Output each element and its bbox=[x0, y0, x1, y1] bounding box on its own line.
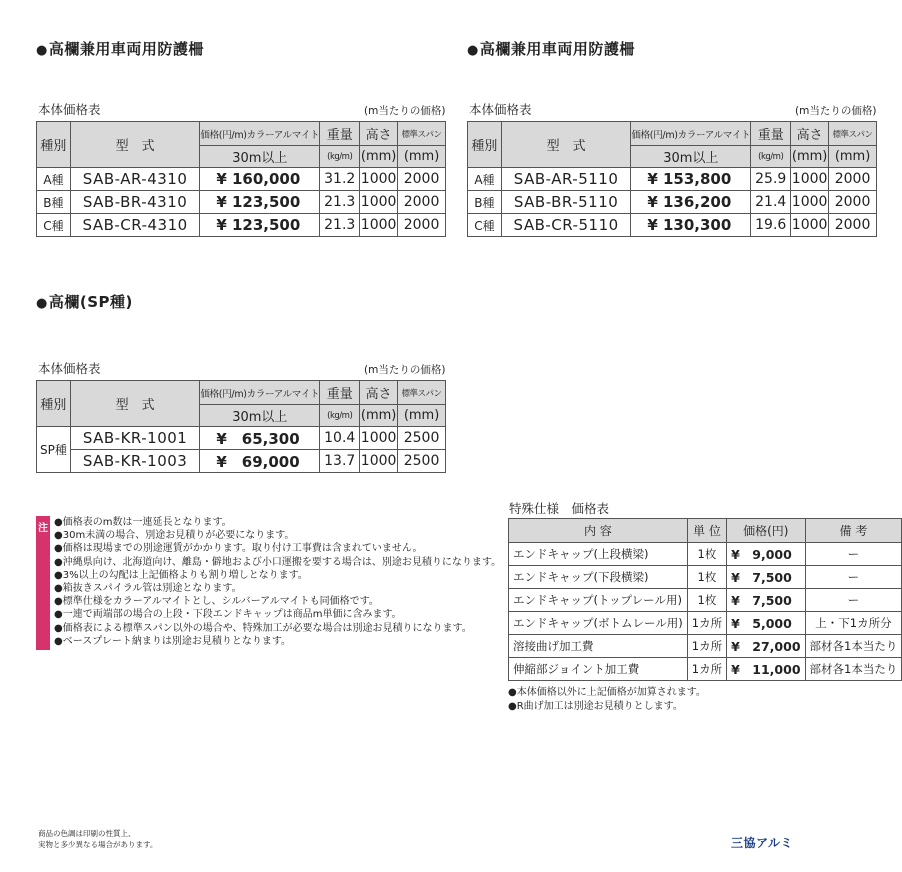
header-height-unit: (mm) bbox=[360, 405, 398, 427]
header-weight: 重量 bbox=[320, 122, 360, 146]
special-notes bbox=[508, 686, 706, 713]
notes-label: 注 bbox=[36, 516, 50, 650]
note-item: ●一連で両端部の場合の上段・下段エンドキャップは商品m単価に含みます。 bbox=[54, 609, 402, 621]
cell-unit: 1枚 bbox=[687, 589, 726, 612]
note-item: ●3%以上の勾配は上記価格よりも割り増しとなります。 bbox=[54, 569, 308, 581]
cell-unit: 1カ所 bbox=[687, 658, 726, 681]
cell-price: ¥ 65,300 bbox=[200, 427, 320, 450]
cell-price: ¥ 160,000 bbox=[200, 168, 320, 191]
cell-height: 1000 bbox=[791, 214, 829, 237]
note-item: ●価格は現場までの別途運賃がかかります。取り付け工事費は含まれていません。 bbox=[54, 543, 423, 555]
cell-model: SAB-AR-5110 bbox=[501, 168, 630, 191]
cell-content: エンドキャップ(トップレール用) bbox=[509, 589, 688, 612]
cell-height: 1000 bbox=[360, 168, 398, 191]
footer-note bbox=[38, 828, 157, 850]
cell-model: SAB-KR-1001 bbox=[70, 427, 199, 450]
cell-price: ¥ 11,000 bbox=[727, 658, 805, 681]
header-kind: 種別 bbox=[468, 122, 502, 168]
cell-remark: ー bbox=[805, 566, 902, 589]
note-item: ●沖縄県向け、北海道向け、離島・僻地および小口運搬を要する場合は、別途お見積りになります。 bbox=[54, 556, 502, 568]
section-c-price-table bbox=[36, 380, 446, 473]
cell-model: SAB-CR-4310 bbox=[70, 214, 199, 237]
cell-weight: 10.4 bbox=[320, 427, 360, 450]
header-span: 標準スパン bbox=[829, 122, 877, 146]
cell-remark: 部材各1本当たり bbox=[805, 658, 902, 681]
cell-span: 2000 bbox=[398, 214, 446, 237]
cell-model: SAB-BR-5110 bbox=[501, 191, 630, 214]
header-height-unit: (mm) bbox=[791, 146, 829, 168]
section-a-price-table bbox=[36, 121, 446, 237]
cell-span: 2000 bbox=[398, 168, 446, 191]
table-row bbox=[37, 427, 446, 450]
cell-model: SAB-AR-4310 bbox=[70, 168, 199, 191]
header-price: 価格(円/m)カラーアルマイト bbox=[631, 122, 751, 146]
header-height-unit: (mm) bbox=[360, 146, 398, 168]
cell-price: ¥ 69,000 bbox=[200, 450, 320, 473]
cell-span: 2000 bbox=[829, 191, 877, 214]
table-row bbox=[468, 168, 877, 191]
section-b-heading: ●高欄兼用車両用防護柵 bbox=[467, 40, 635, 58]
header-weight-unit: (kg/m) bbox=[751, 146, 791, 168]
cell-content: エンドキャップ(上段横梁) bbox=[509, 543, 688, 566]
notes-list bbox=[54, 516, 501, 648]
footer-note-line: 商品の色調は印刷の性質上、 bbox=[38, 829, 136, 838]
cell-remark: ー bbox=[805, 589, 902, 612]
header-weight: 重量 bbox=[751, 122, 791, 146]
cell-price: ¥ 153,800 bbox=[631, 168, 751, 191]
header-unit: 単 位 bbox=[687, 519, 726, 543]
header-weight: 重量 bbox=[320, 381, 360, 405]
cell-weight: 31.2 bbox=[320, 168, 360, 191]
header-weight-unit: (kg/m) bbox=[320, 405, 360, 427]
cell-span: 2000 bbox=[829, 214, 877, 237]
table-row bbox=[37, 191, 446, 214]
cell-remark: ー bbox=[805, 543, 902, 566]
cell-kind: A種 bbox=[468, 168, 502, 191]
cell-unit: 1カ所 bbox=[687, 635, 726, 658]
cell-price: ¥ 136,200 bbox=[631, 191, 751, 214]
note-item: ●価格表による標準スパン以外の場合や、特殊加工が必要な場合は別途お見積りになります。 bbox=[54, 622, 472, 634]
cell-remark: 上・下1カ所分 bbox=[805, 612, 902, 635]
cell-kind: C種 bbox=[468, 214, 502, 237]
note-item: ●箱抜きスパイラル管は別途となります。 bbox=[54, 583, 242, 595]
cell-model: SAB-KR-1003 bbox=[70, 450, 199, 473]
cell-weight: 21.4 bbox=[751, 191, 791, 214]
cell-weight: 21.3 bbox=[320, 191, 360, 214]
section-a-unit-note: (m当たりの価格) bbox=[364, 105, 446, 117]
cell-span: 2500 bbox=[398, 450, 446, 473]
cell-kind: B種 bbox=[468, 191, 502, 214]
cell-span: 2000 bbox=[398, 191, 446, 214]
note-item: ●R曲げ加工は別途お見積りとします。 bbox=[508, 700, 683, 712]
cell-model: SAB-CR-5110 bbox=[501, 214, 630, 237]
cell-content: 溶接曲げ加工費 bbox=[509, 635, 688, 658]
footer-note-line: 実物と多少異なる場合があります。 bbox=[38, 840, 158, 849]
header-span-unit: (mm) bbox=[829, 146, 877, 168]
cell-span: 2500 bbox=[398, 427, 446, 450]
note-item: ●標準仕様をカラーアルマイトとし、シルバーアルマイトも同価格です。 bbox=[54, 596, 379, 608]
cell-price: ¥ 7,500 bbox=[727, 566, 805, 589]
header-model: 型 式 bbox=[501, 122, 630, 168]
section-b-subtitle: 本体価格表 bbox=[469, 102, 532, 117]
section-c-subtitle: 本体価格表 bbox=[38, 361, 101, 376]
header-span-unit: (mm) bbox=[398, 146, 446, 168]
header-height: 高さ bbox=[360, 122, 398, 146]
header-remark: 備 考 bbox=[805, 519, 902, 543]
table-row bbox=[509, 566, 902, 589]
cell-kind: B種 bbox=[37, 191, 71, 214]
cell-weight: 19.6 bbox=[751, 214, 791, 237]
section-b-price-table bbox=[467, 121, 877, 237]
table-row bbox=[509, 589, 902, 612]
header-price-sub: 30m以上 bbox=[200, 146, 320, 168]
cell-kind: C種 bbox=[37, 214, 71, 237]
table-row bbox=[468, 191, 877, 214]
header-model: 型 式 bbox=[70, 381, 199, 427]
special-title: 特殊仕様 価格表 bbox=[509, 501, 610, 516]
cell-weight: 21.3 bbox=[320, 214, 360, 237]
cell-content: エンドキャップ(ボトムレール用) bbox=[509, 612, 688, 635]
section-a-subtitle: 本体価格表 bbox=[38, 102, 101, 117]
cell-remark: 部材各1本当たり bbox=[805, 635, 902, 658]
cell-content: 伸縮部ジョイント加工費 bbox=[509, 658, 688, 681]
table-row bbox=[37, 168, 446, 191]
cell-model: SAB-BR-4310 bbox=[70, 191, 199, 214]
cell-kind: SP種 bbox=[37, 427, 71, 473]
table-row bbox=[509, 543, 902, 566]
header-span-unit: (mm) bbox=[398, 405, 446, 427]
section-c-unit-note: (m当たりの価格) bbox=[364, 364, 446, 376]
cell-price: ¥ 130,300 bbox=[631, 214, 751, 237]
cell-unit: 1枚 bbox=[687, 543, 726, 566]
cell-unit: 1カ所 bbox=[687, 612, 726, 635]
cell-height: 1000 bbox=[360, 214, 398, 237]
header-price: 価格(円) bbox=[727, 519, 805, 543]
cell-price: ¥ 123,500 bbox=[200, 214, 320, 237]
cell-height: 1000 bbox=[791, 168, 829, 191]
special-price-table bbox=[508, 518, 902, 681]
table-row bbox=[37, 214, 446, 237]
section-b-unit-note: (m当たりの価格) bbox=[795, 105, 877, 117]
table-row bbox=[509, 658, 902, 681]
cell-height: 1000 bbox=[360, 427, 398, 450]
cell-kind: A種 bbox=[37, 168, 71, 191]
cell-price: ¥ 7,500 bbox=[727, 589, 805, 612]
cell-height: 1000 bbox=[360, 191, 398, 214]
header-height: 高さ bbox=[791, 122, 829, 146]
header-price: 価格(円/m)カラーアルマイト bbox=[200, 122, 320, 146]
brand-logo: 三協アルミ bbox=[731, 836, 794, 850]
table-row bbox=[509, 635, 902, 658]
note-item: ●本体価格以外に上記価格が加算されます。 bbox=[508, 687, 706, 698]
header-span: 標準スパン bbox=[398, 381, 446, 405]
header-price: 価格(円/m)カラーアルマイト bbox=[200, 381, 320, 405]
table-row bbox=[509, 612, 902, 635]
cell-content: エンドキャップ(下段横梁) bbox=[509, 566, 688, 589]
section-a-heading: ●高欄兼用車両用防護柵 bbox=[36, 40, 204, 58]
table-row bbox=[468, 214, 877, 237]
cell-price: ¥ 9,000 bbox=[727, 543, 805, 566]
header-kind: 種別 bbox=[37, 381, 71, 427]
cell-weight: 13.7 bbox=[320, 450, 360, 473]
header-span: 標準スパン bbox=[398, 122, 446, 146]
cell-price: ¥ 27,000 bbox=[727, 635, 805, 658]
cell-height: 1000 bbox=[791, 191, 829, 214]
note-item: ●価格表のm数は一連延長となります。 bbox=[54, 517, 232, 528]
note-item: ●ベースプレート納まりは別途お見積りとなります。 bbox=[54, 635, 292, 647]
table-row bbox=[37, 450, 446, 473]
notes-block bbox=[36, 516, 502, 650]
section-c-heading: ●高欄(SP種) bbox=[36, 293, 133, 311]
cell-span: 2000 bbox=[829, 168, 877, 191]
note-item: ●30m未満の場合、別途お見積りが必要になります。 bbox=[54, 530, 295, 542]
cell-weight: 25.9 bbox=[751, 168, 791, 191]
header-weight-unit: (kg/m) bbox=[320, 146, 360, 168]
header-height: 高さ bbox=[360, 381, 398, 405]
cell-height: 1000 bbox=[360, 450, 398, 473]
header-price-sub: 30m以上 bbox=[631, 146, 751, 168]
header-content: 内 容 bbox=[509, 519, 688, 543]
cell-price: ¥ 5,000 bbox=[727, 612, 805, 635]
header-price-sub: 30m以上 bbox=[200, 405, 320, 427]
cell-unit: 1枚 bbox=[687, 566, 726, 589]
header-kind: 種別 bbox=[37, 122, 71, 168]
header-model: 型 式 bbox=[70, 122, 199, 168]
cell-price: ¥ 123,500 bbox=[200, 191, 320, 214]
